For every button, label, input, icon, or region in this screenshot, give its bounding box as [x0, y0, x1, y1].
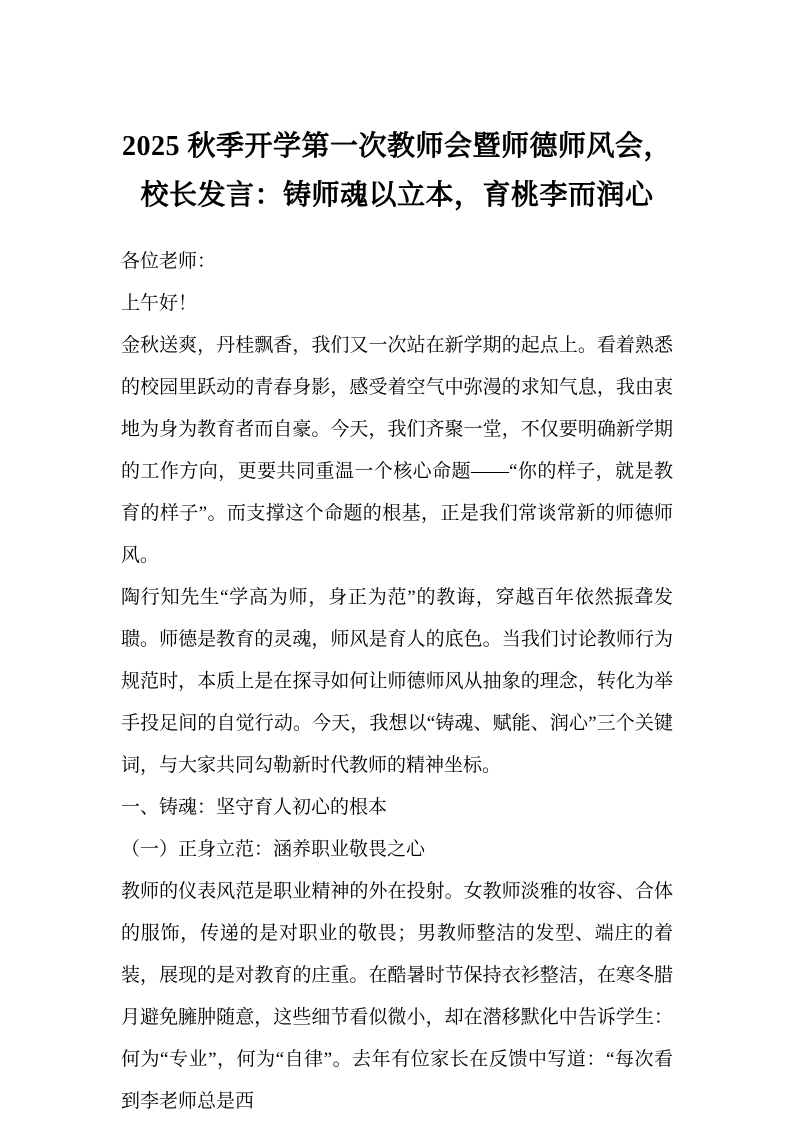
- body-paragraph-theme: 陶行知先生“学高为师，身正为范”的教诲，穿越百年依然振聋发聩。师德是教育的灵魂，师风是育人的底色。当我们讨论教师行为规范时，本质上是在探寻如何让师德师风从抽象的理念，转化为举手投足间的自觉行动。今天，我想以“铸魂、赋能、润心”三个关键词，与大家共同勾勒新时代教师的精神坐标。: [121, 587, 673, 776]
- document-content: [121, 122, 673, 1122]
- subsection-heading-1-1: （一）正身立范：涵养职业敬畏之心: [121, 839, 426, 860]
- document-title-line2: 校长发言：铸师魂以立本，育桃李而润心: [140, 180, 654, 211]
- body-paragraph-opening: 金秋送爽，丹桂飘香，我们又一次站在新学期的起点上。看着熟悉的校园里跃动的青春身影，感受着空气中弥漫的求知气息，我由衷地为身为教育者而自豪。今天，我们齐聚一堂，不仅要明确新学期的工作方向，更要共同重温一个核心命题——“你的样子，就是教育的样子”。而支撑这个命题的根基，正是我们常谈常新的师德师风。: [121, 335, 673, 566]
- salutation-paragraph: 各位老师：: [121, 251, 217, 272]
- section-heading-1: 一、铸魂：坚守育人初心的根本: [121, 797, 388, 818]
- document-title: [121, 122, 673, 220]
- body-paragraph-appearance: 教师的仪表风范是职业精神的外在投射。女教师淡雅的妆容、合体的服饰，传递的是对职业的敬畏；男教师整洁的发型、端庄的着装，展现的是对教育的庄重。在酷暑时节保持衣衫整洁，在寒冬腊月避免臃肿随意，这些细节看似微小，却在潜移默化中告诉学生：何为“专业”，何为“自律”。去年有位家长在反馈中写道：“每次看到李老师总是西: [121, 881, 673, 1112]
- document-title-line1: 2025 秋季开学第一次教师会暨师德师风会，: [121, 131, 672, 162]
- document-body: [121, 241, 673, 1122]
- greeting-paragraph: 上午好！: [121, 293, 198, 314]
